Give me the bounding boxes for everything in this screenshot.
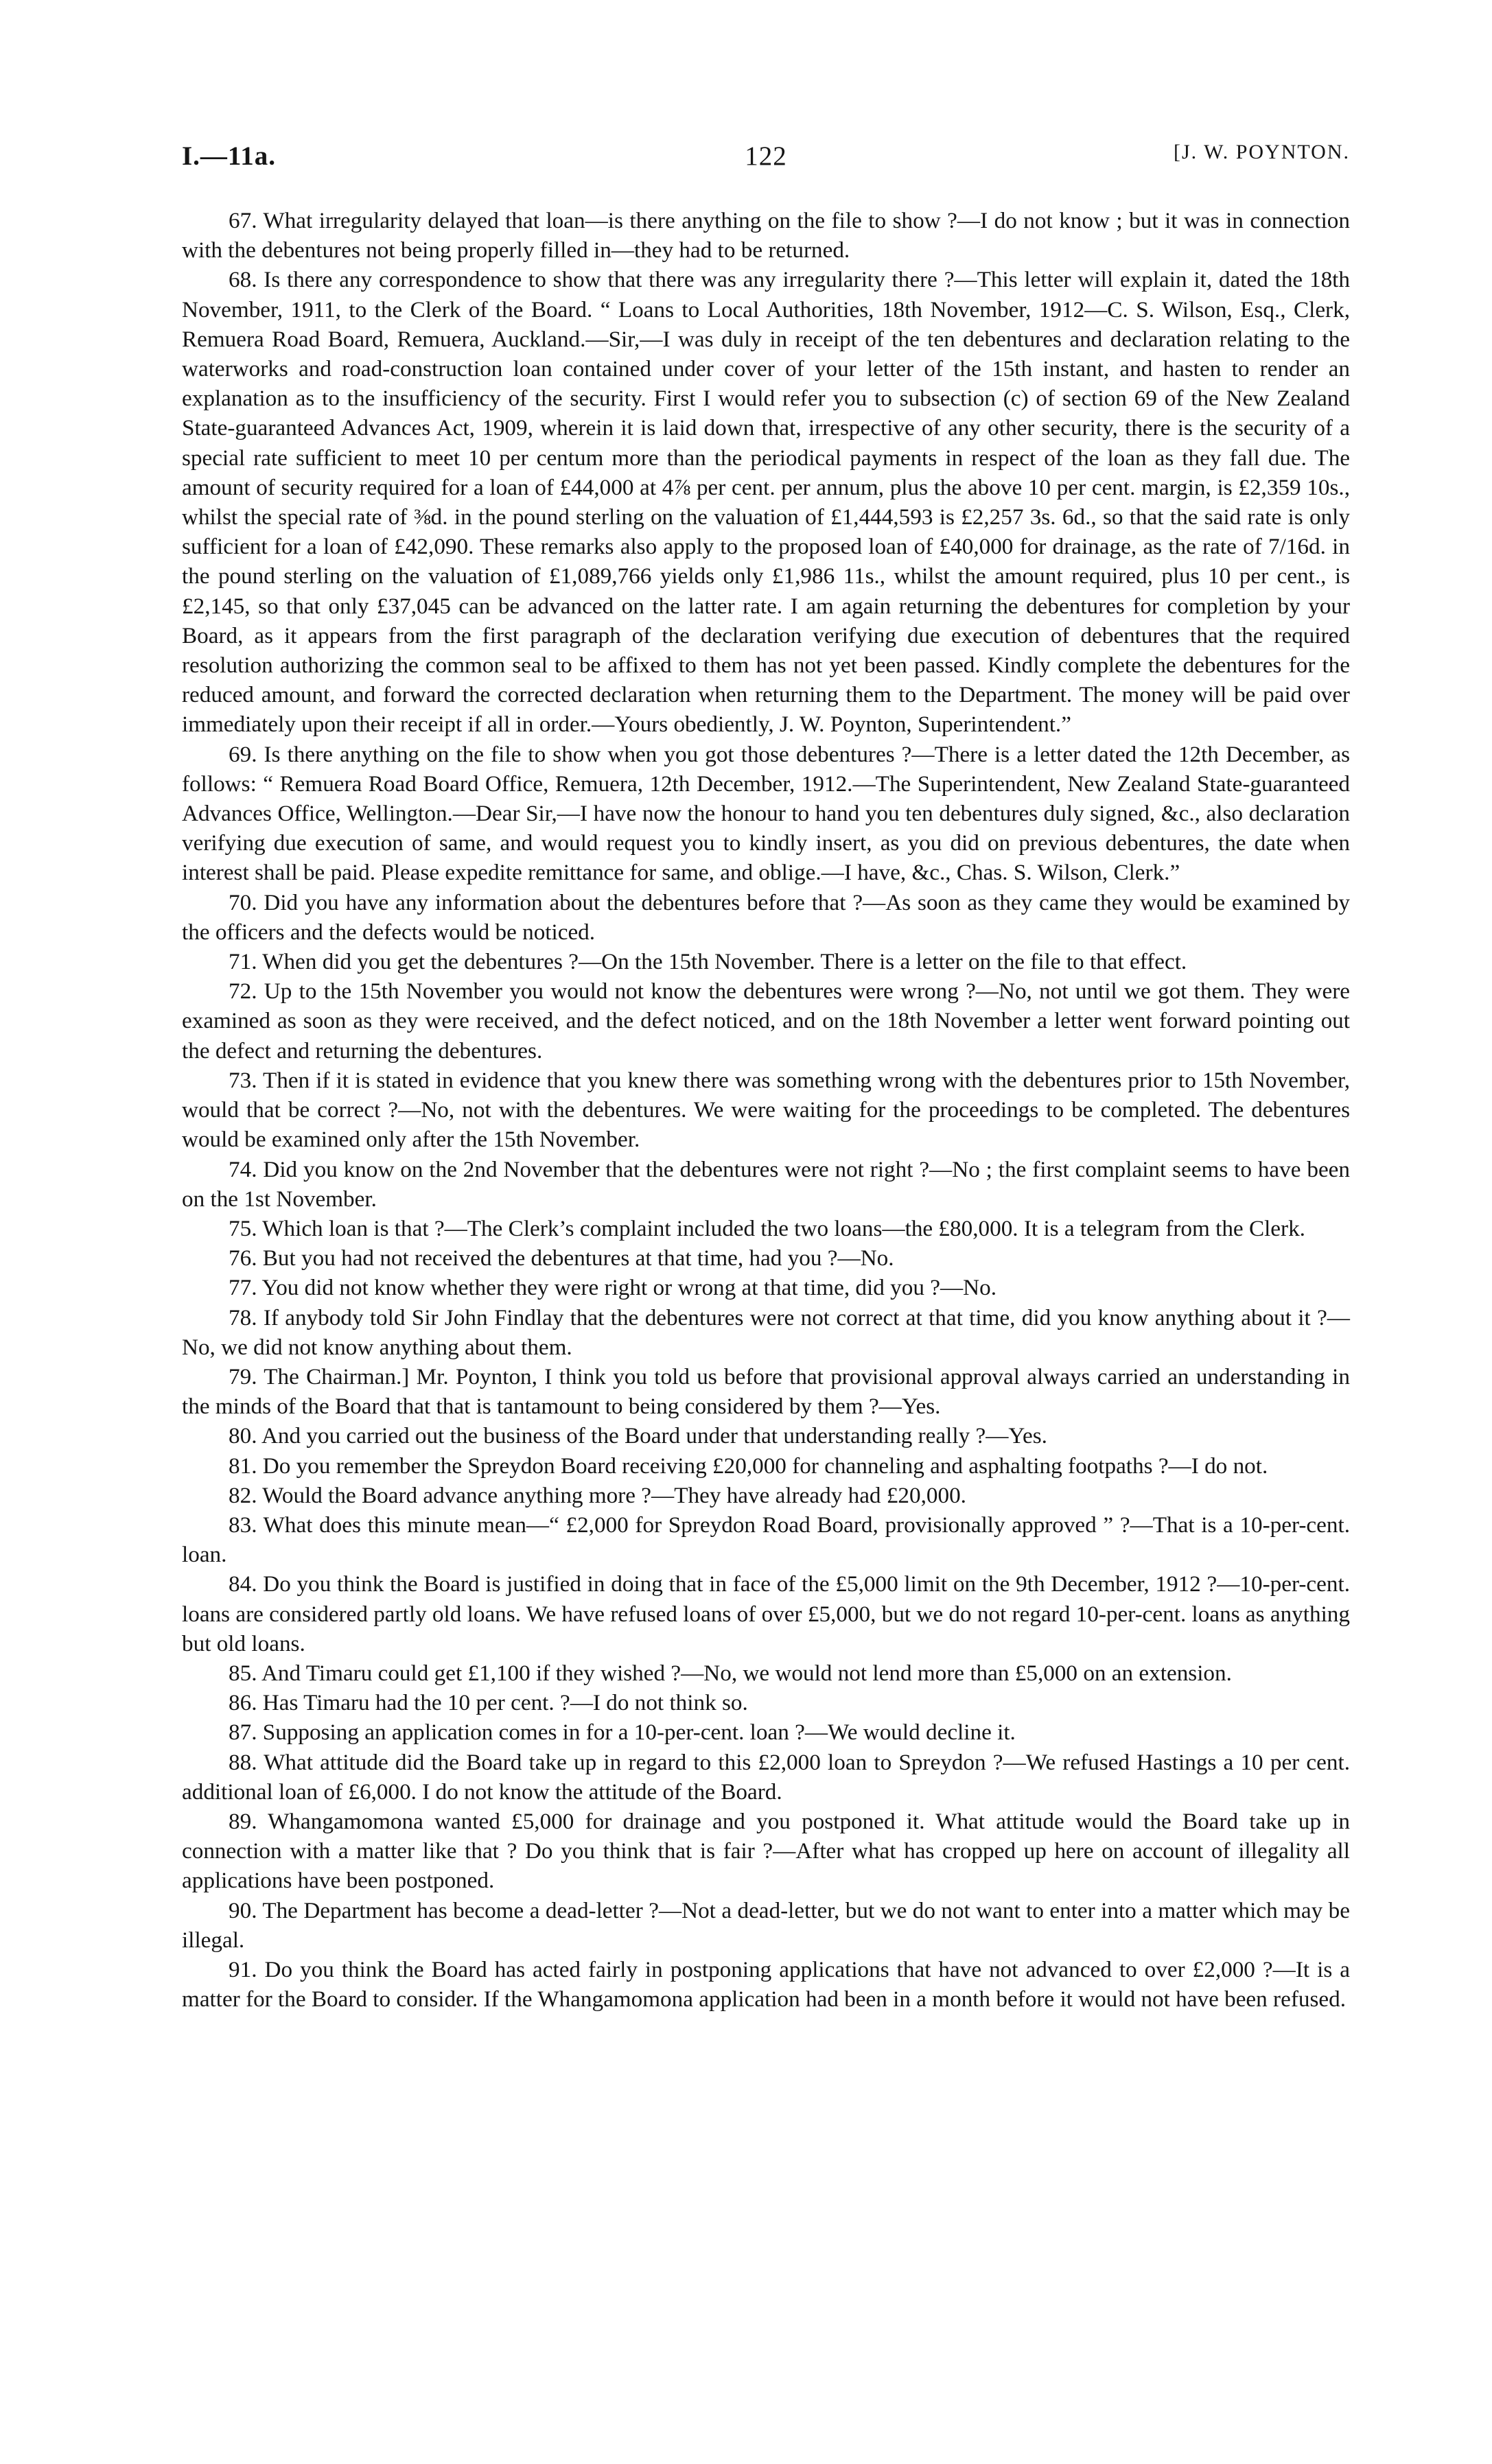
question-85: 85. And Timaru could get £1,100 if they wished ?—No, we would not lend more than £5,000 on an extension. <box>229 1660 1232 1686</box>
question-91: 91. Do you think the Board has acted fairly in postponing applications that have not advanced to over £2,000 ?—It is a matter for the Board to consider. If the Whangamomona application had been in a month before it would not have been refused. <box>182 1956 1350 2013</box>
question-79: 79. The Chairman.] Mr. Poynton, I think you told us before that provisional approval always carried an understanding in the minds of the Board that that is tantamount to being considered by them ?—Yes. <box>182 1363 1350 1420</box>
question-72: 72. Up to the 15th November you would not know the debentures were wrong ?—No, not until we got them. They were examined as soon as they were received, and the defect noticed, and on the 18th November a letter went forward pointing out the defect and returning the debentures. <box>182 978 1350 1064</box>
page-number: 122 <box>745 141 787 171</box>
question-80: 80. And you carried out the business of the Board under that understanding really ?—Yes. <box>229 1423 1047 1449</box>
question-89: 89. Whangamomona wanted £5,000 for drainage and you postponed it. What attitude would the Board take up in connection with a matter like that ? Do you think that is fair ?—After what has cropped up here on account of illegality all applications have been postponed. <box>182 1808 1350 1894</box>
question-76: 76. But you had not received the debentures at that time, had you ?—No. <box>229 1245 894 1271</box>
question-78: 78. If anybody told Sir John Findlay that the debentures were not correct at that time, did you know anything about it ?—No, we did not know anything about them. <box>182 1304 1350 1360</box>
question-74: 74. Did you know on the 2nd November that the debentures were not right ?—No ; the first complaint seems to have been on the 1st November. <box>182 1156 1350 1212</box>
question-82: 82. Would the Board advance anything more ?—They have already had £20,000. <box>229 1482 966 1508</box>
question-87: 87. Supposing an application comes in for a 10-per-cent. loan ?—We would decline it. <box>229 1720 1016 1746</box>
question-67: 67. What irregularity delayed that loan—is there anything on the file to show ?—I do not know ; but it was in connection with the debentures not being properly filled in—they had to be returned. <box>182 208 1350 263</box>
question-70: 70. Did you have any information about the debentures before that ?—As soon as they came they would be examined by the officers and the defects would be noticed. <box>182 889 1350 945</box>
question-71: 71. When did you get the debentures ?—On the 15th November. There is a letter on the file to that effect. <box>229 949 1187 975</box>
witness-name: [J. W. POYNTON. <box>1174 141 1350 163</box>
question-73: 73. Then if it is stated in evidence that you knew there was something wrong with the debentures prior to 15th November, would that be correct ?—No, not with the debentures. We were waiting for the proceedings to be completed. The debentures would be examined only after the 15th November. <box>182 1067 1350 1153</box>
question-88: 88. What attitude did the Board take up in regard to this £2,000 loan to Spreydon ?—We refused Hastings a 10 per cent. additional loan of £6,000. I do not know the attitude of the Board. <box>182 1749 1350 1805</box>
question-81: 81. Do you remember the Spreydon Board receiving £20,000 for channeling and asphalting footpaths ?—I do not. <box>229 1453 1268 1479</box>
page-header <box>182 141 1350 189</box>
question-84: 84. Do you think the Board is justified in doing that in face of the £5,000 limit on the 9th December, 1912 ?—10-per-cent. loans are considered partly old loans. We have refused loans of over £5,000, but we do not regard 10-per-cent. loans as anything but old loans. <box>182 1571 1350 1656</box>
question-69: 69. Is there anything on the file to show when you got those debentures ?—There is a letter dated the 12th December, as follows: “ Remuera Road Board Office, Remuera, 12th December, 1912.—The Superintendent, New Zealand State-guaranteed Advances Office, Wellington.—Dear Sir,—I have now the honour to hand you ten debentures duly signed, &c., also declaration verifying due execution of same, and would request you to kindly insert, as you did on previous debentures, the date when interest shall be paid. Please expedite remittance for same, and oblige.—I have, &c., Chas. S. Wilson, Clerk.” <box>182 741 1350 886</box>
question-68: 68. Is there any correspondence to show that there was any irregularity there ?—This letter will explain it, dated the 18th November, 1911, to the Clerk of the Board. “ Loans to Local Authorities, 18th November, 1912—C. S. Wilson, Esq., Clerk, Remuera Road Board, Remuera, Auckland.—Sir,—I was duly in receipt of the ten debentures and declaration relating to the waterworks and road-construction loan contained under cover of your letter of the 15th instant, and hasten to render an explanation as to the insufficiency of the security. First I would refer you to subsection (c) of section 69 of the New Zealand State-guaranteed Advances Act, 1909, wherein it is laid down that, irrespective of any other security, there is the security of a special rate sufficient to meet 10 per centum more than the periodical payments in respect of the loan as they fall due. The amount of security required for a loan of £44,000 at 4⅞ per cent. per annum, plus the above 10 per cent. margin, is £2,359 10s., whilst the special rate of ⅜d. in the pound sterling on the valuation of £1,444,593 is £2,257 3s. 6d., so that the said rate is only sufficient for a loan of £42,090. These remarks also apply to the proposed loan of £40,000 for drainage, as the rate of 7/16d. in the pound sterling on the valuation of £1,089,766 yields only £1,986 11s., whilst the amount required, plus 10 per cent., is £2,145, so that only £37,045 can be advanced on the latter rate. I am again returning the debentures for completion by your Board, as it appears from the first paragraph of the declaration verifying due execution of debentures that the required resolution authorizing the common seal to be affixed to them has not yet been passed. Kindly complete the debentures for the reduced amount, and forward the corrected declaration when returning them to the Department. The money will be paid over immediately upon their receipt if all in order.—Yours obediently, J. W. Poynton, Superintendent.” <box>182 267 1350 738</box>
question-83: 83. What does this minute mean—“ £2,000 for Spreydon Road Board, provisionally approved ” ?—That is a 10-per-cent. loan. <box>182 1512 1350 1568</box>
parliamentary-paper-reference: I.—11a. <box>182 141 277 171</box>
question-90: 90. The Department has become a dead-letter ?—Not a dead-letter, but we do not want to enter into a matter which may be illegal. <box>182 1897 1350 1953</box>
question-77: 77. You did not know whether they were right or wrong at that time, did you ?—No. <box>229 1275 996 1301</box>
question-75: 75. Which loan is that ?—The Clerk’s complaint included the two loans—the £80,000. It is a telegram from the Clerk. <box>229 1215 1305 1241</box>
question-86: 86. Has Timaru had the 10 per cent. ?—I do not think so. <box>229 1690 748 1716</box>
testimony-body <box>182 206 1350 2014</box>
